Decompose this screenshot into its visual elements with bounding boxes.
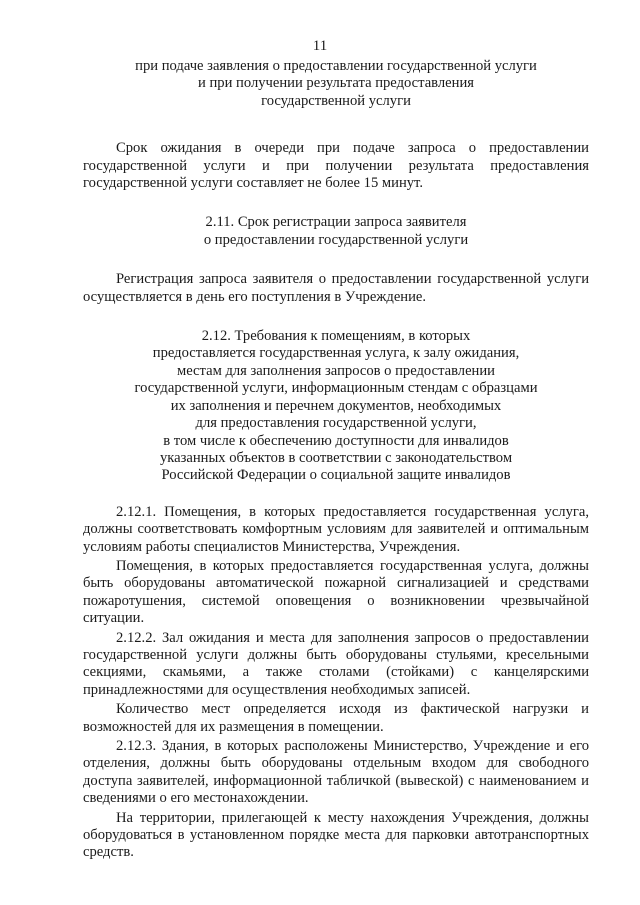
heading-line: и при получении результата предоставления <box>198 75 474 92</box>
heading-line: в том числе к обеспечению доступности для инвалидов <box>163 432 509 449</box>
page-content <box>83 58 589 862</box>
section-heading-2-12 <box>83 328 589 485</box>
paragraph-parking: На территории, прилегающей к месту нахождения Учреждения, должны оборудоваться в установленном порядке места для парковки автотранспортных средств. <box>83 809 589 861</box>
heading-line: для предоставления государственной услуги, <box>195 415 477 432</box>
heading-line: их заполнения и перечнем документов, необходимых <box>170 397 502 414</box>
section-heading-2-11 <box>83 214 589 249</box>
heading-line: 2.11. Срок регистрации запроса заявителя <box>205 214 467 231</box>
paragraph-2-12-3: 2.12.3. Здания, в которых расположены Министерство, Учреждение и его отделения, должны быть оборудованы отдельным входом для свободного доступа заявителей, информационной табличкой (вывеской) с наименованием и сведениями о его местонахождении. <box>83 738 589 807</box>
heading-line: государственной услуги <box>261 92 411 109</box>
heading-line: предоставляется государственная услуга, к залу ожидания, <box>152 345 520 362</box>
paragraph-waiting-time: Срок ожидания в очереди при подаче запроса о предоставлении государственной услуги и при получении результата предоставления государственной услуги составляет не более 15 минут. <box>83 140 589 192</box>
heading-line: о предоставлении государственной услуги <box>203 231 469 248</box>
paragraph-registration: Регистрация запроса заявителя о предоставлении государственной услуги осуществляется в день его поступления в Учреждение. <box>83 271 589 305</box>
heading-line: государственной услуги, информационным стендам с образцами <box>134 380 538 397</box>
heading-line: местам для заполнения запросов о предоставлении <box>176 362 495 379</box>
paragraph-2-12-2: 2.12.2. Зал ожидания и места для заполнения запросов о предоставлении государственной услуги должны быть оборудованы стульями, кресельными секциями, скамьями, а также столами (стойками) с канцелярскими принадлежностями для осуществления необходимых записей. <box>83 629 589 698</box>
heading-line: указанных объектов в соответствии с законодательством <box>159 449 513 466</box>
paragraph-2-12-1: 2.12.1. Помещения, в которых предоставляется государственная услуга, должны соответствовать комфортным условиям для заявителей и оптимальным условиям работы специалистов Министерства, Учреждения. <box>83 503 589 555</box>
heading-line: 2.12. Требования к помещениям, в которых <box>201 328 471 345</box>
page-number: 11 <box>312 38 328 54</box>
section-heading-waiting-time <box>83 58 589 110</box>
heading-line: Российской Федерации о социальной защите инвалидов <box>161 467 511 484</box>
heading-line: при подаче заявления о предоставлении государственной услуги <box>135 58 537 74</box>
paragraph-fire-safety: Помещения, в которых предоставляется государственная услуга, должны быть оборудованы автоматической пожарной сигнализацией и средствами пожаротушения, системой оповещения о возникновении чрезвычайной ситуации. <box>83 557 589 627</box>
paragraph-seat-count: Количество мест определяется исходя из фактической нагрузки и возможностей для их размещения в помещении. <box>83 701 589 735</box>
